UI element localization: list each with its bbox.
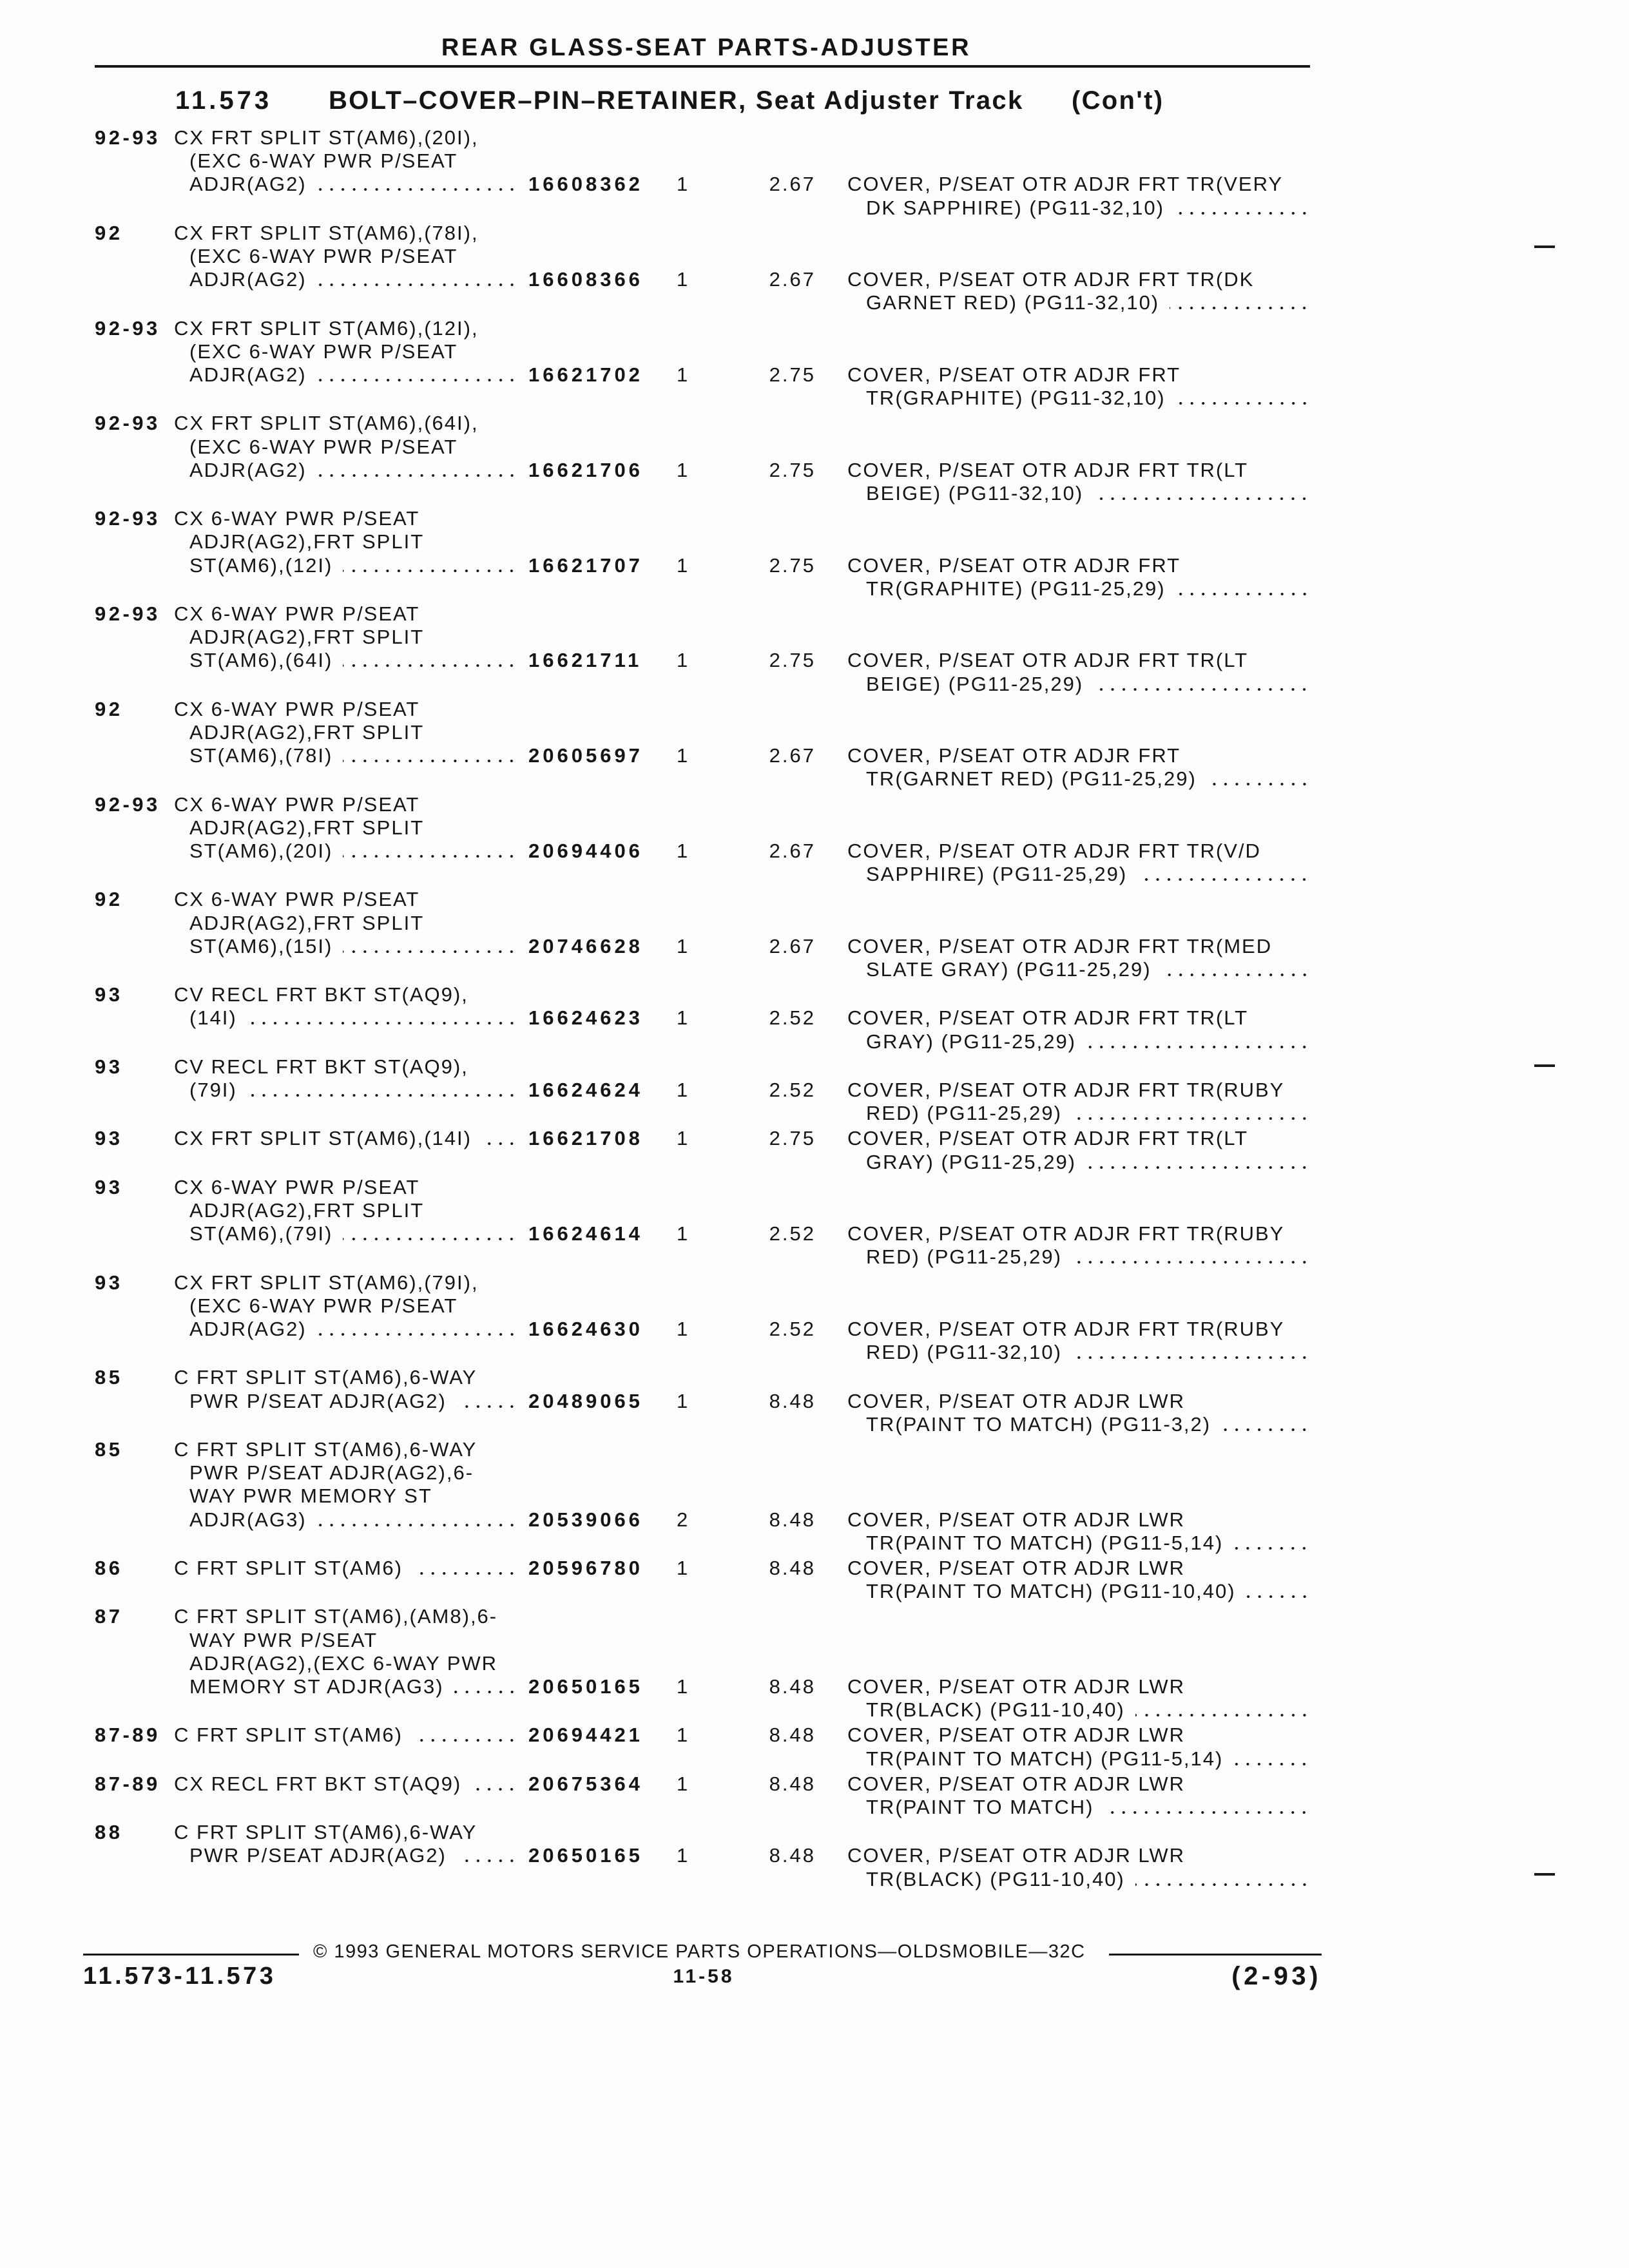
quantity: 1 (677, 1006, 690, 1030)
part-description-line (866, 1030, 1310, 1053)
part-description-line (866, 1868, 1310, 1891)
quantity: 1 (677, 649, 690, 672)
model-years: 85 (95, 1438, 123, 1461)
model-years: 92-93 (95, 316, 160, 340)
part-number: 20596780 (528, 1557, 643, 1579)
footer-rule-left (83, 1954, 299, 1956)
application-desc: (79I) (189, 1078, 237, 1101)
parts-row (0, 1438, 1629, 1555)
part-description: COVER, P/SEAT OTR ADJR LWR (847, 1724, 1185, 1747)
parts-row (0, 793, 1629, 887)
part-description: COVER, P/SEAT OTR ADJR LWR (847, 1508, 1185, 1531)
application-desc-line (189, 1508, 517, 1532)
application-desc-line (189, 1675, 517, 1698)
quantity: 1 (677, 1724, 690, 1747)
header-rule (95, 65, 1310, 68)
dot-leader (454, 1691, 517, 1693)
dot-leader (1094, 497, 1310, 500)
price: 2.75 (769, 553, 816, 577)
dot-leader (343, 664, 517, 667)
part-description-line (866, 482, 1310, 505)
dot-leader (247, 1094, 517, 1097)
model-years: 93 (95, 1175, 123, 1198)
dot-leader (1162, 974, 1310, 976)
part-description-line (866, 1698, 1310, 1722)
dot-leader (1072, 1356, 1310, 1359)
margin-mark (1534, 1873, 1555, 1876)
application-desc: ADJR(AG2),FRT SPLIT (189, 626, 425, 649)
parts-row (0, 698, 1629, 791)
application-desc-line (174, 1127, 517, 1150)
dot-leader (1086, 1166, 1310, 1169)
application-desc-line (174, 1724, 517, 1747)
quantity: 1 (677, 934, 690, 957)
margin-mark (1534, 1064, 1555, 1067)
dot-leader (317, 474, 517, 477)
part-description: COVER, P/SEAT OTR ADJR FRT TR(LT (847, 1006, 1249, 1030)
model-years: 92 (95, 221, 123, 244)
application-desc-line (189, 935, 517, 958)
dot-leader (1246, 1595, 1310, 1598)
quantity: 1 (677, 744, 690, 767)
application-desc: ADJR(AG2),FRT SPLIT (189, 720, 425, 744)
price: 2.67 (769, 839, 816, 862)
part-description-line (866, 387, 1310, 410)
application-desc-line (189, 268, 517, 291)
part-description-line (866, 1102, 1310, 1125)
application-desc-line (189, 459, 517, 482)
dot-leader (317, 284, 517, 286)
part-description: COVER, P/SEAT OTR ADJR FRT TR(RUBY (847, 1078, 1285, 1101)
dot-leader (247, 1022, 517, 1024)
application-desc: PWR P/SEAT ADJR(AG2) (189, 1844, 447, 1867)
application-desc-line (189, 1318, 517, 1341)
application-desc: ADJR(AG3) (189, 1508, 307, 1531)
dot-leader (1221, 1428, 1310, 1431)
quantity: 1 (677, 1222, 690, 1245)
application-desc-line (174, 1557, 517, 1580)
dot-leader (1176, 402, 1310, 405)
model-years: 87-89 (95, 1772, 160, 1795)
application-desc-line (189, 1222, 517, 1245)
application-desc: WAY PWR MEMORY ST (189, 1485, 432, 1508)
price: 8.48 (769, 1389, 816, 1412)
dot-leader (1104, 1811, 1310, 1814)
dot-leader (1170, 307, 1310, 309)
part-number: 16624623 (528, 1006, 643, 1030)
application-desc: ADJR(AG2) (189, 458, 307, 481)
application-desc: ADJR(AG2),FRT SPLIT (189, 911, 425, 934)
dot-leader (1233, 1547, 1310, 1550)
model-years: 92-93 (95, 507, 160, 530)
part-description: COVER, P/SEAT OTR ADJR FRT TR(DK (847, 268, 1255, 291)
price: 2.75 (769, 1127, 816, 1150)
parts-row (0, 317, 1629, 410)
application-desc-line (189, 1844, 517, 1867)
part-description: TR(PAINT TO MATCH) (PG11-5,14) (866, 1747, 1224, 1770)
application-desc-line (189, 744, 517, 767)
part-description-line (866, 291, 1310, 314)
dot-leader (1233, 1763, 1310, 1765)
parts-row (0, 1055, 1629, 1126)
part-number: 20605697 (528, 744, 643, 767)
application-desc: ST(AM6),(12I) (189, 553, 333, 577)
price: 2.75 (769, 363, 816, 386)
application-desc: CX FRT SPLIT ST(AM6),(20I), (174, 126, 479, 149)
application-desc: ADJR(AG2),FRT SPLIT (189, 530, 425, 553)
part-description: GRAY) (PG11-25,29) (866, 1030, 1077, 1053)
part-description-line (866, 577, 1310, 601)
section-number: 11.573 (175, 86, 273, 115)
dot-leader (1207, 783, 1310, 785)
application-desc: (EXC 6-WAY PWR P/SEAT (189, 1294, 458, 1317)
dot-leader (1072, 1261, 1310, 1264)
part-description-line (866, 863, 1310, 886)
application-desc: ADJR(AG2) (189, 1317, 307, 1340)
part-description: COVER, P/SEAT OTR ADJR FRT TR(MED (847, 934, 1273, 957)
model-years: 93 (95, 1127, 123, 1150)
dot-leader (1135, 1714, 1310, 1716)
application-desc: CX 6-WAY PWR P/SEAT (174, 697, 420, 720)
model-years: 92-93 (95, 793, 160, 816)
price: 8.48 (769, 1675, 816, 1698)
dot-leader (1072, 1117, 1310, 1120)
parts-row (0, 1773, 1629, 1819)
part-description-line (866, 1532, 1310, 1555)
part-description: COVER, P/SEAT OTR ADJR FRT TR(LT (847, 649, 1249, 672)
quantity: 1 (677, 1844, 690, 1867)
parts-row (0, 1724, 1629, 1770)
application-desc: CX FRT SPLIT ST(AM6),(78I), (174, 221, 479, 244)
part-number: 16621707 (528, 553, 643, 577)
part-description-line (866, 1341, 1310, 1364)
part-description: COVER, P/SEAT OTR ADJR FRT TR(RUBY (847, 1317, 1285, 1340)
application-desc: ADJR(AG2) (189, 363, 307, 386)
application-desc: C FRT SPLIT ST(AM6),6-WAY (174, 1821, 477, 1844)
part-number: 20694406 (528, 839, 643, 862)
model-years: 92-93 (95, 412, 160, 435)
part-description: TR(PAINT TO MATCH) (PG11-10,40) (866, 1580, 1236, 1603)
part-description-line (866, 958, 1310, 981)
dot-leader (1176, 593, 1310, 595)
application-desc-line (189, 1006, 517, 1030)
price: 2.75 (769, 458, 816, 481)
dot-leader (413, 1739, 517, 1742)
part-description: TR(BLACK) (PG11-10,40) (866, 1867, 1125, 1890)
model-years: 93 (95, 1271, 123, 1294)
parts-row (0, 983, 1629, 1053)
dot-leader (317, 379, 517, 381)
dot-leader (482, 1142, 517, 1145)
part-description: COVER, P/SEAT OTR ADJR LWR (847, 1675, 1185, 1698)
application-desc: ADJR(AG2),FRT SPLIT (189, 816, 425, 839)
quantity: 1 (677, 363, 690, 386)
application-desc: PWR P/SEAT ADJR(AG2) (189, 1389, 447, 1412)
application-desc: CX FRT SPLIT ST(AM6),(14I) (174, 1127, 472, 1150)
dot-leader (413, 1572, 517, 1575)
application-desc: CX 6-WAY PWR P/SEAT (174, 602, 420, 625)
dot-leader (1175, 212, 1310, 215)
application-desc-line (189, 363, 517, 387)
part-number: 20489065 (528, 1389, 643, 1412)
application-desc: C FRT SPLIT ST(AM6) (174, 1557, 403, 1579)
part-description: TR(GRAPHITE) (PG11-25,29) (866, 577, 1166, 600)
parts-row (0, 507, 1629, 601)
application-desc: (EXC 6-WAY PWR P/SEAT (189, 244, 458, 267)
dot-leader (317, 1333, 517, 1336)
dot-leader (472, 1788, 517, 1791)
application-desc: ADJR(AG2),(EXC 6-WAY PWR (189, 1651, 498, 1675)
part-number: 20650165 (528, 1675, 643, 1698)
application-desc: ST(AM6),(79I) (189, 1222, 333, 1245)
price: 2.75 (769, 649, 816, 672)
application-desc: ST(AM6),(15I) (189, 934, 333, 957)
part-description: COVER, P/SEAT OTR ADJR LWR (847, 1557, 1185, 1579)
application-desc: CX FRT SPLIT ST(AM6),(79I), (174, 1271, 479, 1294)
application-desc: ST(AM6),(64I) (189, 649, 333, 672)
part-description: COVER, P/SEAT OTR ADJR LWR (847, 1772, 1185, 1795)
part-description-line (866, 197, 1310, 220)
dot-leader (343, 760, 517, 762)
part-description: COVER, P/SEAT OTR ADJR LWR (847, 1389, 1185, 1412)
part-description: BEIGE) (PG11-32,10) (866, 481, 1084, 505)
price: 2.52 (769, 1078, 816, 1101)
dot-leader (1086, 1046, 1310, 1048)
model-years: 86 (95, 1557, 123, 1579)
application-desc: (EXC 6-WAY PWR P/SEAT (189, 435, 458, 458)
application-desc: C FRT SPLIT ST(AM6) (174, 1724, 403, 1747)
model-years: 92-93 (95, 602, 160, 625)
part-description: RED) (PG11-25,29) (866, 1245, 1062, 1269)
application-desc-line (189, 1390, 517, 1413)
application-desc: ADJR(AG2) (189, 173, 307, 196)
price: 8.48 (769, 1772, 816, 1795)
price: 2.67 (769, 268, 816, 291)
price: 8.48 (769, 1844, 816, 1867)
part-description: TR(PAINT TO MATCH) (PG11-5,14) (866, 1531, 1224, 1554)
part-description: TR(PAINT TO MATCH) (PG11-3,2) (866, 1412, 1211, 1436)
margin-mark (1534, 245, 1555, 248)
part-number: 16621708 (528, 1127, 643, 1150)
part-description: GARNET RED) (PG11-32,10) (866, 291, 1160, 314)
quantity: 1 (677, 1557, 690, 1579)
application-desc: ADJR(AG2) (189, 268, 307, 291)
application-desc: (EXC 6-WAY PWR P/SEAT (189, 340, 458, 363)
part-description: COVER, P/SEAT OTR ADJR LWR (847, 1844, 1185, 1867)
application-desc-line (189, 173, 517, 196)
part-number: 16621706 (528, 458, 643, 481)
parts-row (0, 222, 1629, 315)
part-description-line (866, 767, 1310, 791)
dot-leader (317, 188, 517, 191)
application-desc-line (189, 649, 517, 672)
application-desc: ST(AM6),(78I) (189, 744, 333, 767)
application-desc: C FRT SPLIT ST(AM6),(AM8),6- (174, 1605, 498, 1628)
parts-row (0, 1271, 1629, 1365)
parts-row (0, 1127, 1629, 1173)
parts-row (0, 888, 1629, 981)
price: 2.52 (769, 1317, 816, 1340)
part-description: SLATE GRAY) (PG11-25,29) (866, 957, 1152, 981)
part-description-line (866, 1151, 1310, 1174)
part-description: COVER, P/SEAT OTR ADJR FRT (847, 553, 1181, 577)
application-desc-line (189, 840, 517, 863)
application-desc: C FRT SPLIT ST(AM6),6-WAY (174, 1366, 477, 1389)
application-desc: CV RECL FRT BKT ST(AQ9), (174, 1055, 468, 1078)
application-desc: CX FRT SPLIT ST(AM6),(12I), (174, 316, 479, 340)
footer-page-number: 11-58 (673, 1966, 735, 1987)
part-description: BEIGE) (PG11-25,29) (866, 672, 1084, 695)
part-description: COVER, P/SEAT OTR ADJR FRT TR(LT (847, 1127, 1249, 1150)
part-description-line (866, 1580, 1310, 1603)
application-desc: CX 6-WAY PWR P/SEAT (174, 793, 420, 816)
part-description-line (866, 1245, 1310, 1269)
part-description: COVER, P/SEAT OTR ADJR FRT (847, 744, 1181, 767)
application-desc: ST(AM6),(20I) (189, 839, 333, 862)
model-years: 87 (95, 1605, 123, 1628)
part-description: TR(BLACK) (PG11-10,40) (866, 1698, 1125, 1722)
parts-row (0, 1557, 1629, 1603)
part-description: RED) (PG11-25,29) (866, 1102, 1062, 1125)
parts-row (0, 412, 1629, 505)
part-number: 16608362 (528, 173, 643, 196)
footer-date-code: (2-93) (1231, 1962, 1322, 1990)
dot-leader (1137, 878, 1310, 881)
part-number: 20539066 (528, 1508, 643, 1531)
application-desc-line (189, 1079, 517, 1102)
dot-leader (457, 1405, 517, 1408)
application-desc: MEMORY ST ADJR(AG3) (189, 1675, 444, 1698)
part-number: 16624624 (528, 1078, 643, 1101)
price: 2.67 (769, 744, 816, 767)
section-continued: (Con't) (1072, 86, 1164, 115)
quantity: 2 (677, 1508, 690, 1531)
dot-leader (457, 1860, 517, 1862)
quantity: 1 (677, 1317, 690, 1340)
model-years: 92-93 (95, 126, 160, 149)
quantity: 1 (677, 173, 690, 196)
part-number: 20675364 (528, 1772, 643, 1795)
part-description: COVER, P/SEAT OTR ADJR FRT TR(RUBY (847, 1222, 1285, 1245)
price: 8.48 (769, 1724, 816, 1747)
section-title: BOLT–COVER–PIN–RETAINER, Seat Adjuster Track (329, 86, 1024, 115)
part-description: COVER, P/SEAT OTR ADJR FRT TR(LT (847, 458, 1249, 481)
part-description: TR(PAINT TO MATCH) (866, 1795, 1094, 1818)
quantity: 1 (677, 1675, 690, 1698)
parts-row (0, 1605, 1629, 1722)
part-description: SAPPHIRE) (PG11-25,29) (866, 863, 1128, 886)
model-years: 92 (95, 888, 123, 911)
application-desc: CX RECL FRT BKT ST(AQ9) (174, 1772, 462, 1795)
application-desc: CX 6-WAY PWR P/SEAT (174, 507, 420, 530)
application-desc: ADJR(AG2),FRT SPLIT (189, 1198, 425, 1222)
model-years: 87-89 (95, 1724, 160, 1747)
footer-rule-right (1109, 1954, 1322, 1956)
parts-row (0, 602, 1629, 696)
application-desc: PWR P/SEAT ADJR(AG2),6- (189, 1461, 474, 1485)
model-years: 93 (95, 1055, 123, 1078)
quantity: 1 (677, 1078, 690, 1101)
part-description: TR(GARNET RED) (PG11-25,29) (866, 767, 1197, 791)
part-number: 16621702 (528, 363, 643, 386)
quantity: 1 (677, 458, 690, 481)
part-number: 20650165 (528, 1844, 643, 1867)
parts-row (0, 1176, 1629, 1269)
part-description: TR(GRAPHITE) (PG11-32,10) (866, 387, 1166, 410)
application-desc: (EXC 6-WAY PWR P/SEAT (189, 149, 458, 173)
part-description-line (866, 1796, 1310, 1819)
part-number: 16608366 (528, 268, 643, 291)
application-desc: WAY PWR P/SEAT (189, 1628, 378, 1651)
part-description-line (866, 673, 1310, 696)
parts-row (0, 1821, 1629, 1891)
part-description-line (866, 1747, 1310, 1771)
part-number: 20694421 (528, 1724, 643, 1747)
model-years: 85 (95, 1366, 123, 1389)
application-desc: CX 6-WAY PWR P/SEAT (174, 888, 420, 911)
quantity: 1 (677, 1127, 690, 1150)
application-desc-line (189, 554, 517, 577)
part-description: RED) (PG11-32,10) (866, 1341, 1062, 1364)
model-years: 88 (95, 1821, 123, 1844)
footer-copyright: © 1993 GENERAL MOTORS SERVICE PARTS OPERATIONS—OLDSMOBILE—32C (313, 1941, 1086, 1962)
model-years: 93 (95, 983, 123, 1006)
part-description: COVER, P/SEAT OTR ADJR FRT TR(VERY (847, 173, 1284, 196)
part-number: 20746628 (528, 934, 643, 957)
application-desc-line (174, 1773, 517, 1796)
model-years: 92 (95, 697, 123, 720)
dot-leader (343, 855, 517, 858)
quantity: 1 (677, 1389, 690, 1412)
quantity: 1 (677, 1772, 690, 1795)
application-desc: CX FRT SPLIT ST(AM6),(64I), (174, 412, 479, 435)
part-number: 16624630 (528, 1317, 643, 1340)
part-number: 16621711 (528, 649, 642, 672)
price: 8.48 (769, 1557, 816, 1579)
price: 2.52 (769, 1006, 816, 1030)
dot-leader (317, 1524, 517, 1526)
dot-leader (1094, 688, 1310, 691)
quantity: 1 (677, 553, 690, 577)
part-description: DK SAPPHIRE) (PG11-32,10) (866, 196, 1164, 219)
price: 2.52 (769, 1222, 816, 1245)
dot-leader (1135, 1883, 1310, 1886)
part-description: COVER, P/SEAT OTR ADJR FRT (847, 363, 1181, 386)
application-desc: CV RECL FRT BKT ST(AQ9), (174, 983, 468, 1006)
parts-row (0, 1366, 1629, 1436)
dot-leader (343, 1238, 517, 1240)
quantity: 1 (677, 839, 690, 862)
application-desc: CX 6-WAY PWR P/SEAT (174, 1175, 420, 1198)
dot-leader (343, 950, 517, 953)
page-header-title: REAR GLASS-SEAT PARTS-ADJUSTER (441, 34, 972, 61)
footer-section-range: 11.573-11.573 (83, 1963, 276, 1990)
application-desc: (14I) (189, 1006, 237, 1030)
part-description-line (866, 1413, 1310, 1436)
part-number: 16624614 (528, 1222, 643, 1245)
dot-leader (343, 570, 517, 572)
part-description: COVER, P/SEAT OTR ADJR FRT TR(V/D (847, 839, 1261, 862)
price: 2.67 (769, 173, 816, 196)
price: 2.67 (769, 934, 816, 957)
application-desc: C FRT SPLIT ST(AM6),6-WAY (174, 1438, 477, 1461)
price: 8.48 (769, 1508, 816, 1531)
parts-row (0, 126, 1629, 220)
quantity: 1 (677, 268, 690, 291)
part-description: GRAY) (PG11-25,29) (866, 1150, 1077, 1173)
